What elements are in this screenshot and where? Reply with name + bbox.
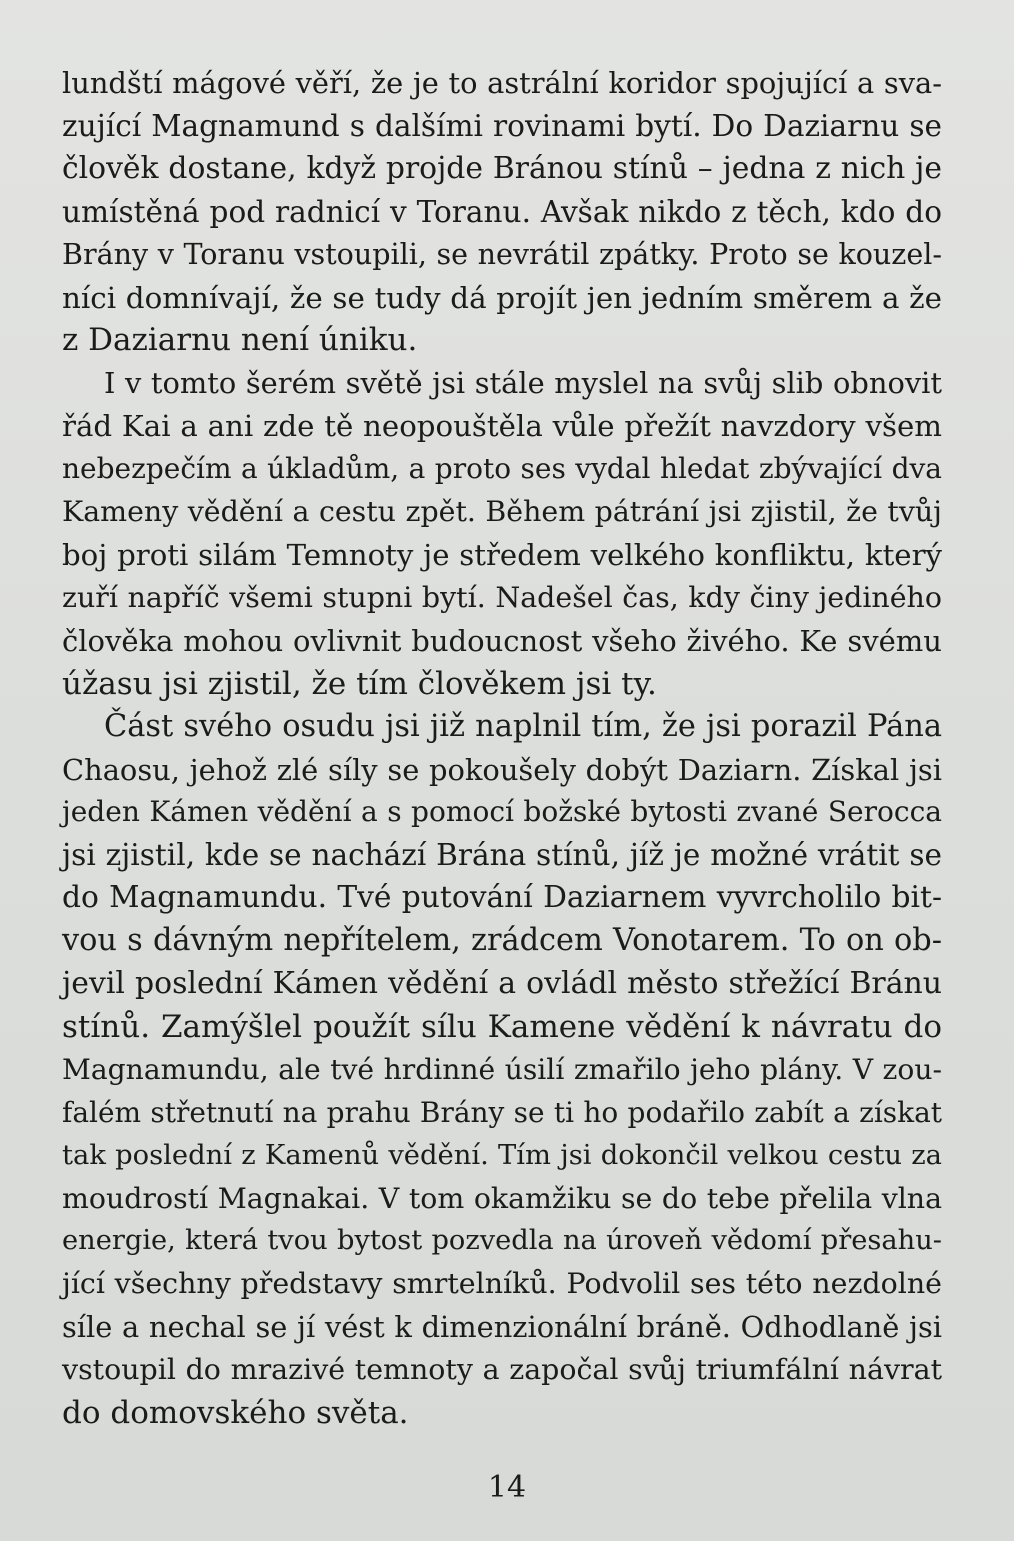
text-line: jsi zjistil, kde se nachází Brána stínů, jíž je možné vrátit se xyxy=(62,838,942,873)
text-line: Magnamundu, ale tvé hrdinné úsilí zmařilo jeho plány. V zou- xyxy=(62,1052,942,1086)
text-line: stínů. Zamýšlel použít sílu Kamene vědění k návratu do xyxy=(62,1008,942,1045)
text-line: boj proti silám Temnoty je středem velkého konfliktu, který xyxy=(62,537,942,572)
text-line: Brány v Toranu vstoupili, se nevrátil zpátky. Proto se kouzel- xyxy=(62,237,942,271)
text-line: lundští mágové věří, že je to astrální koridor spojující a sva- xyxy=(62,66,942,100)
text-line: Kameny vědění a cestu zpět. Během pátrání jsi zjistil, že tvůj xyxy=(62,495,942,529)
text-line: zuří napříč všemi stupni bytí. Nadešel čas, kdy činy jediného xyxy=(62,580,942,614)
text-line: řád Kai a ani zde tě neopouštěla vůle přežít navzdory všem xyxy=(62,409,942,444)
text-line: jevil poslední Kámen vědění a ovládl město střežící Bránu xyxy=(62,966,942,1002)
text-line: nebezpečím a úkladům, a proto ses vydal hledat zbývající dva xyxy=(62,452,942,486)
text-line: I v tomto šerém světě jsi stále myslel na svůj slib obnovit xyxy=(104,366,942,401)
paragraph-1 xyxy=(62,62,942,362)
text-line: vstoupil do mrazivé temnoty a započal svůj triumfální návrat xyxy=(62,1353,942,1387)
text-line: jící všechny představy smrtelníků. Podvolil ses této nezdolné xyxy=(62,1267,942,1301)
text-line: umístěná pod radnicí v Toranu. Avšak nikdo z těch, kdo do xyxy=(62,194,942,229)
text-line: síle a nechal se jí vést k dimenzionální bráně. Odhodlaně jsi xyxy=(62,1310,942,1345)
text-line: moudrostí Magnakai. V tom okamžiku se do tebe přelila vlna xyxy=(62,1181,942,1215)
text-line: zující Magnamund s dalšími rovinami bytí. Do Daziarnu se xyxy=(62,108,942,143)
body-text xyxy=(62,62,942,1435)
text-line: tak poslední z Kamenů vědění. Tím jsi dokončil velkou cestu za xyxy=(62,1139,942,1171)
text-line: do Magnamundu. Tvé putování Daziarnem vyvrcholilo bit- xyxy=(62,880,942,916)
text-line: člověka mohou ovlivnit budoucnost všeho živého. Ke svému xyxy=(62,623,942,658)
text-line: jeden Kámen vědění a s pomocí božské bytosti zvané Serocca xyxy=(62,795,942,829)
text-line: níci domnívají, že se tudy dá projít jen jedním směrem a že xyxy=(62,280,942,315)
text-line: z Daziarnu není úniku. xyxy=(62,322,418,359)
text-line: Chaosu, jehož zlé síly se pokoušely dobýt Daziarn. Získal jsi xyxy=(62,752,942,787)
text-line: člověk dostane, když projde Bránou stínů – jedna z nich je xyxy=(62,150,942,186)
paragraph-2 xyxy=(62,362,942,705)
text-line: falém střetnutí na prahu Brány se ti ho podařilo zabít a získat xyxy=(62,1095,942,1129)
text-line: vou s dávným nepřítelem, zrádcem Vonotarem. To on ob- xyxy=(62,923,942,959)
page-number: 14 xyxy=(487,1470,527,1505)
paragraph-3 xyxy=(62,706,942,1435)
text-line: do domovského světa. xyxy=(62,1395,409,1432)
text-line: energie, která tvou bytost pozvedla na úroveň vědomí přesahu- xyxy=(62,1225,942,1257)
text-line: Část svého osudu jsi již naplnil tím, že jsi porazil Pána xyxy=(104,708,942,744)
text-line: úžasu jsi zjistil, že tím člověkem jsi ty. xyxy=(62,665,657,702)
